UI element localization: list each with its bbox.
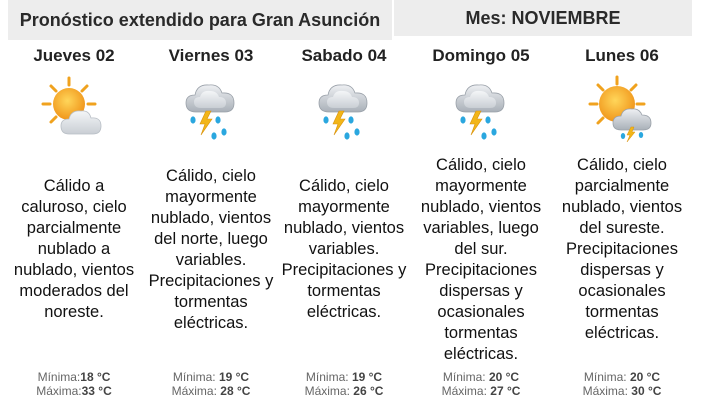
day-card [556, 40, 688, 413]
day-description: Cálido, cielo mayormente nublado, vientos del norte, luego variables. Precipitaciones y tormentas eléctricas. [148, 167, 274, 332]
day-name: Jueves 02 [33, 46, 115, 65]
thunderstorm-rain-icon [309, 74, 379, 144]
min-label: Mínima: [172, 370, 216, 384]
min-label: Mínima: [442, 370, 486, 384]
day-name: Viernes 03 [168, 46, 254, 65]
day-card [8, 40, 140, 413]
min-label: Mínima: [37, 370, 81, 384]
day-name: Lunes 06 [585, 46, 659, 65]
day-card [415, 40, 547, 413]
sun-thunderstorm-icon [587, 74, 657, 144]
min-temp: 19 °C [351, 370, 383, 384]
max-label: Máxima: [582, 384, 628, 398]
day-name: Domingo 05 [432, 46, 530, 65]
forecast-header [0, 0, 703, 40]
day-description: Cálido, cielo mayormente nublado, vientos variables. Precipitaciones y tormentas eléctricas. [281, 177, 407, 321]
forecast-grid [0, 40, 703, 413]
max-label: Máxima: [171, 384, 217, 398]
min-temp: 20 °C [629, 370, 661, 384]
day-description: Cálido, cielo parcialmente nublado, vientos del sureste. Precipitaciones dispersas y ocasionales tormentas eléctricas. [561, 156, 683, 342]
day-temperatures [556, 370, 688, 398]
max-label: Máxima: [36, 384, 82, 398]
min-temp: 18 °C [80, 370, 111, 384]
thunderstorm-rain-icon [446, 74, 516, 144]
day-name: Sabado 04 [301, 46, 387, 65]
day-card [145, 40, 277, 413]
min-temp: 19 °C [218, 370, 250, 384]
day-temperatures [278, 370, 410, 398]
max-label: Máxima: [304, 384, 350, 398]
day-temperatures [8, 370, 140, 398]
max-temp: 33 °C [81, 384, 112, 398]
max-temp: 26 °C [353, 384, 384, 398]
max-temp: 27 °C [490, 384, 521, 398]
month-label: Mes: NOVIEMBRE [394, 0, 692, 36]
day-description: Cálido a caluroso, cielo parcialmente nublado a nublado, vientos moderados del noreste. [13, 177, 135, 321]
page-title: Pronóstico extendido para Gran Asunción [8, 0, 392, 40]
min-temp: 20 °C [488, 370, 520, 384]
min-label: Mínima: [583, 370, 627, 384]
min-label: Mínima: [305, 370, 349, 384]
partly-cloudy-sun-icon [39, 74, 109, 144]
day-temperatures [415, 370, 547, 398]
day-temperatures [145, 370, 277, 398]
day-description: Cálido, cielo mayormente nublado, vientos variables, luego del sur. Precipitaciones dispersas y ocasionales tormentas eléctricas. [420, 156, 542, 363]
thunderstorm-rain-icon [176, 74, 246, 144]
max-temp: 30 °C [631, 384, 662, 398]
max-temp: 28 °C [220, 384, 251, 398]
day-card [278, 40, 410, 413]
max-label: Máxima: [441, 384, 487, 398]
